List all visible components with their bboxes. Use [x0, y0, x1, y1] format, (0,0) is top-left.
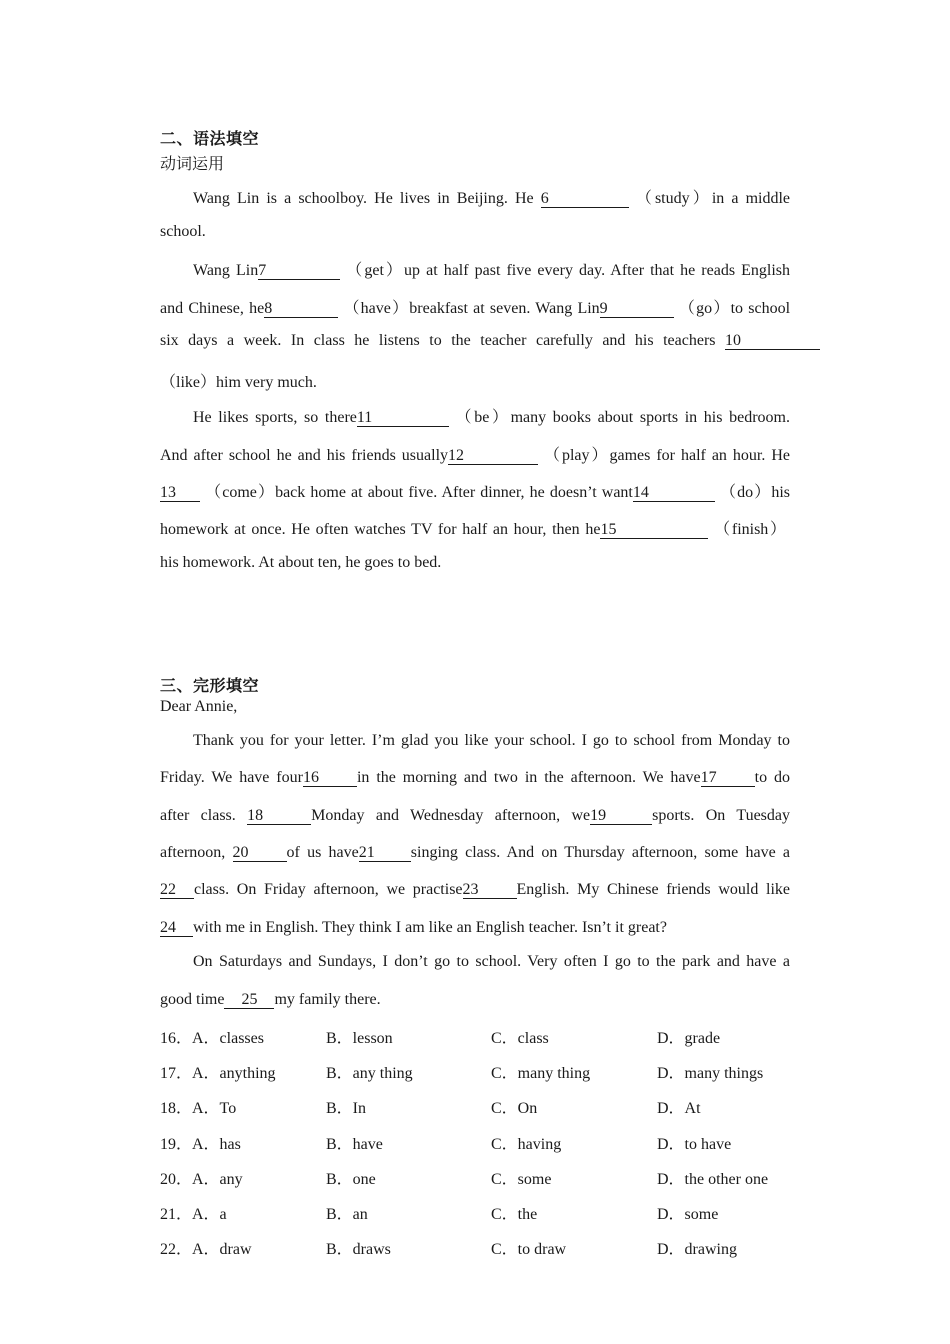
option-a: 21．A．a: [160, 1206, 227, 1223]
blank-20: 20: [233, 844, 287, 862]
line-text: （study）in a middle: [635, 190, 791, 207]
option-b: B．any thing: [326, 1065, 413, 1082]
option-d: D．grade: [657, 1030, 721, 1047]
line-text: in the morning and two in the afternoon. We have: [356, 769, 701, 786]
paragraph-line: [160, 516, 786, 539]
paragraph-line: [160, 369, 790, 392]
paragraph-line: [160, 991, 790, 1009]
option-d: D．to have: [657, 1136, 732, 1153]
section-2-heading: 二、语法填空: [160, 129, 260, 148]
option-a: 22．A．draw: [160, 1241, 252, 1258]
blank-9: 9: [600, 300, 674, 318]
paragraph-line: [160, 769, 790, 787]
line-text: six days a week. In class he listens to the teacher carefully and his teachers: [160, 332, 716, 349]
paragraph-line: [160, 844, 790, 862]
option-d: D．drawing: [657, 1241, 737, 1258]
option-b: B．In: [326, 1100, 367, 1117]
blank-7: 7: [258, 262, 340, 280]
option-a: 16．A．classes: [160, 1030, 264, 1047]
paragraph-line: [160, 554, 790, 572]
blank-17: 17: [701, 769, 755, 787]
blank-19: 19: [590, 807, 652, 825]
paragraph-line: [160, 953, 790, 971]
option-c: C．to draw: [491, 1241, 567, 1258]
option-row: [160, 1236, 800, 1256]
line-text: to do: [754, 769, 790, 786]
line-text: sports. On Tuesday: [652, 807, 790, 824]
line-text: school.: [160, 223, 206, 240]
paragraph-line: [160, 881, 790, 899]
paragraph-line: [160, 807, 790, 825]
blank-6: 6: [541, 190, 629, 208]
paragraph-line: [160, 257, 790, 280]
blank-11: 11: [357, 409, 449, 427]
option-b: B．draws: [326, 1241, 391, 1258]
option-row: [160, 1201, 800, 1221]
line-text: with me in English. They think I am like an English teacher. Isn’t it great?: [193, 919, 667, 936]
paragraph-line: [160, 332, 820, 350]
paragraph-line: [160, 442, 790, 465]
option-a: 18．A．To: [160, 1100, 237, 1117]
option-a: 20．A．any: [160, 1171, 243, 1188]
blank-15: 15: [600, 521, 708, 539]
option-row: [160, 1060, 800, 1080]
paragraph-line: [160, 404, 790, 427]
line-text: Wang Lin is a schoolboy. He lives in Beijing. He: [193, 190, 534, 207]
line-text: homework at once. He often watches TV for half an hour, then he: [160, 521, 601, 538]
blank-14: 14: [633, 484, 715, 502]
blank-25: 25: [224, 991, 274, 1009]
paragraph-line: [160, 295, 790, 318]
line-text: （finish）: [714, 521, 787, 538]
line-text: singing class. And on Thursday afternoon, some have a: [410, 844, 790, 861]
option-a: 17．A．anything: [160, 1065, 276, 1082]
option-c: C．On: [491, 1100, 538, 1117]
line-text: and Chinese, he: [160, 300, 265, 317]
option-c: C．class: [491, 1030, 549, 1047]
option-b: B．lesson: [326, 1030, 393, 1047]
option-d: D．the other one: [657, 1171, 769, 1188]
option-c: C．some: [491, 1171, 552, 1188]
option-d: D．At: [657, 1100, 701, 1117]
paragraph-line: [160, 479, 790, 502]
option-b: B．have: [326, 1136, 383, 1153]
option-d: D．some: [657, 1206, 719, 1223]
line-text: my family there.: [274, 991, 381, 1008]
line-text: And after school he and his friends usually: [160, 447, 449, 464]
line-text: （like）him very much.: [160, 374, 317, 391]
line-text: He likes sports, so there: [193, 409, 357, 426]
line-text: his homework. At about ten, he goes to bed.: [160, 554, 442, 571]
blank-21: 21: [359, 844, 411, 862]
option-row: [160, 1095, 800, 1115]
line-text: （come）back home at about five. After dinner, he doesn’t want: [205, 484, 633, 501]
paragraph-line: [160, 919, 790, 937]
line-text: Friday. We have four: [160, 769, 303, 786]
line-text: （go）to school: [678, 300, 791, 317]
line-text: after class.: [160, 807, 236, 824]
paragraph-line: [160, 732, 790, 750]
option-b: B．one: [326, 1171, 376, 1188]
line-text: Thank you for your letter. I’m glad you like your school. I go to school from Monday to: [193, 732, 790, 749]
letter-greeting: Dear Annie,: [160, 698, 238, 715]
option-row: [160, 1166, 800, 1186]
blank-10: 10: [725, 332, 820, 350]
line-text: （have）breakfast at seven. Wang Lin: [343, 300, 600, 317]
line-text: On Saturdays and Sundays, I don’t go to school. Very often I go to the park and have a: [193, 953, 790, 970]
option-d: D．many things: [657, 1065, 764, 1082]
paragraph-line: [160, 223, 790, 241]
option-b: B．an: [326, 1206, 368, 1223]
option-row: [160, 1025, 800, 1045]
section-3-heading: 三、完形填空: [160, 676, 260, 695]
blank-12: 12: [448, 447, 538, 465]
option-c: C．many thing: [491, 1065, 591, 1082]
option-row: [160, 1131, 800, 1151]
line-text: English. My Chinese friends would like: [516, 881, 790, 898]
line-text: Monday and Wednesday afternoon, we: [311, 807, 591, 824]
line-text: （be）many books about sports in his bedroom.: [455, 409, 790, 426]
line-text: （do）his: [720, 484, 790, 501]
line-text: （play）games for half an hour. He: [544, 447, 790, 464]
line-text: good time: [160, 991, 225, 1008]
blank-13: 13: [160, 484, 200, 502]
blank-23: 23: [463, 881, 517, 899]
paragraph-line: [160, 185, 790, 208]
line-text: class. On Friday afternoon, we practise: [194, 881, 463, 898]
blank-8: 8: [264, 300, 338, 318]
blank-18: 18: [247, 807, 311, 825]
blank-16: 16: [303, 769, 357, 787]
blank-22: 22: [160, 881, 194, 899]
section-2-subheading: 动词运用: [160, 154, 225, 173]
line-text: Wang Lin: [193, 262, 259, 279]
blank-24: 24: [160, 919, 193, 937]
option-c: C．having: [491, 1136, 562, 1153]
line-text: （get）up at half past five every day. After that he reads English: [346, 262, 791, 279]
option-c: C．the: [491, 1206, 538, 1223]
option-a: 19．A．has: [160, 1136, 241, 1153]
line-text: of us have: [286, 844, 359, 861]
line-text: afternoon,: [160, 844, 226, 861]
